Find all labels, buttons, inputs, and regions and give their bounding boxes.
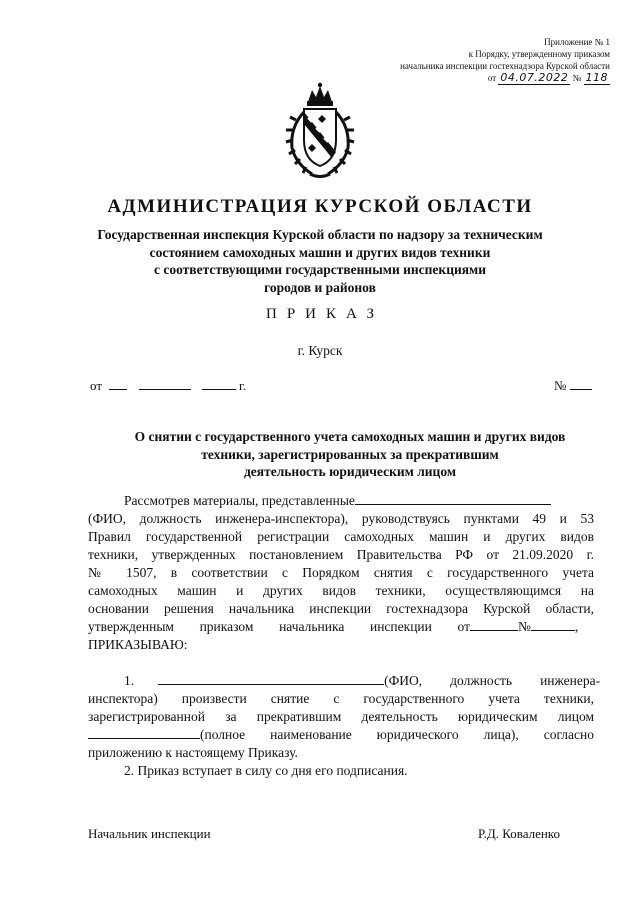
- subject-line: О снятии с государственного учета самоходных машин и других видов: [134, 429, 566, 444]
- paragraph-1-line: (ФИО, должность инженера-инспектора), руководствуясь пунктами 49 и 53: [88, 511, 594, 526]
- appendix-number-handwritten: 118: [585, 71, 608, 84]
- item-1-text: (полное наименование юридического лица), согласно: [200, 727, 594, 742]
- appendix-date-prefix: от: [487, 73, 497, 83]
- item-1-line: инспектора) произвести снятие с государственного учета техники,: [88, 691, 594, 706]
- paragraph-1-text: Рассмотрев материалы, представленные: [124, 493, 355, 508]
- item-1-first-line: [124, 672, 600, 690]
- order-word: ПРИКАЗЫВАЮ:: [88, 637, 188, 652]
- approval-number-prefix: №: [518, 619, 531, 634]
- item-1-text: (ФИО, должность инженера-: [384, 673, 601, 688]
- appendix-number-prefix: №: [572, 73, 582, 83]
- item-1-line-4: [88, 726, 594, 744]
- inspection-name-line: состоянием самоходных машин и других видов техники: [149, 244, 491, 260]
- subject-line: техники, зарегистрированных за прекратившим: [201, 446, 499, 462]
- appendix-reference: к Порядку, утвержденному приказом: [468, 49, 610, 59]
- signatory-title: Начальник инспекции: [88, 826, 211, 841]
- approval-date-blank: [470, 618, 518, 631]
- paragraph-1-last-line: [88, 618, 594, 636]
- presented-by-blank: [355, 492, 551, 505]
- city: г. Курск: [297, 343, 343, 358]
- paragraph-1-start: [124, 492, 551, 510]
- paragraph-1-line: техники, утвержденных постановлением Правительства РФ от 21.09.2020 г.: [88, 547, 594, 562]
- item-1-line: зарегистрированной за прекратившим деятельность юридическим лицом: [88, 709, 594, 724]
- appendix-title: Приложение № 1: [544, 37, 610, 47]
- order-date-prefix: от: [90, 378, 103, 393]
- inspection-name-line: Государственная инспекция Курской области по надзору за техническим: [97, 227, 543, 242]
- paragraph-1-line: самоходных машин и других видов техники, осуществляющимся на: [88, 583, 594, 598]
- organization-title: АДМИНИСТРАЦИЯ КУРСКОЙ ОБЛАСТИ: [107, 196, 533, 217]
- order-number-prefix: №: [554, 378, 567, 393]
- signatory-name: Р.Д. Коваленко: [478, 826, 560, 841]
- paragraph-1-line: утвержденным приказом начальника инспекции от: [88, 619, 470, 634]
- paragraph-1-line: Правил государственной регистрации самоходных машин и других видов: [88, 529, 594, 544]
- item-1-line: приложению к настоящему Приказу.: [88, 745, 298, 760]
- comma: ,: [574, 619, 579, 634]
- paragraph-1-line: № 1507, в соответствии с Порядком снятия с государственного учета: [88, 565, 594, 580]
- document-type: ПРИКАЗ: [266, 306, 384, 322]
- approval-number-blank: [531, 618, 575, 631]
- appendix-authority: начальника инспекции гостехнадзора Курской области: [400, 61, 610, 71]
- item-1-number: 1.: [124, 673, 135, 688]
- subject-line: деятельность юридическим лицом: [243, 464, 457, 479]
- paragraph-1-line: основании решения начальника инспекции гостехнадзора Курской области,: [88, 601, 594, 616]
- inspection-name-line: с соответствующими государственными инспекциями: [153, 262, 487, 277]
- inspector-name-blank: [158, 672, 384, 685]
- appendix-date-handwritten: 04.07.2022: [500, 71, 569, 84]
- order-date-suffix: г.: [239, 378, 247, 393]
- legal-entity-blank: [88, 726, 200, 739]
- item-2: 2. Приказ вступает в силу со дня его подписания.: [124, 763, 408, 778]
- inspection-name-line: городов и районов: [264, 279, 376, 295]
